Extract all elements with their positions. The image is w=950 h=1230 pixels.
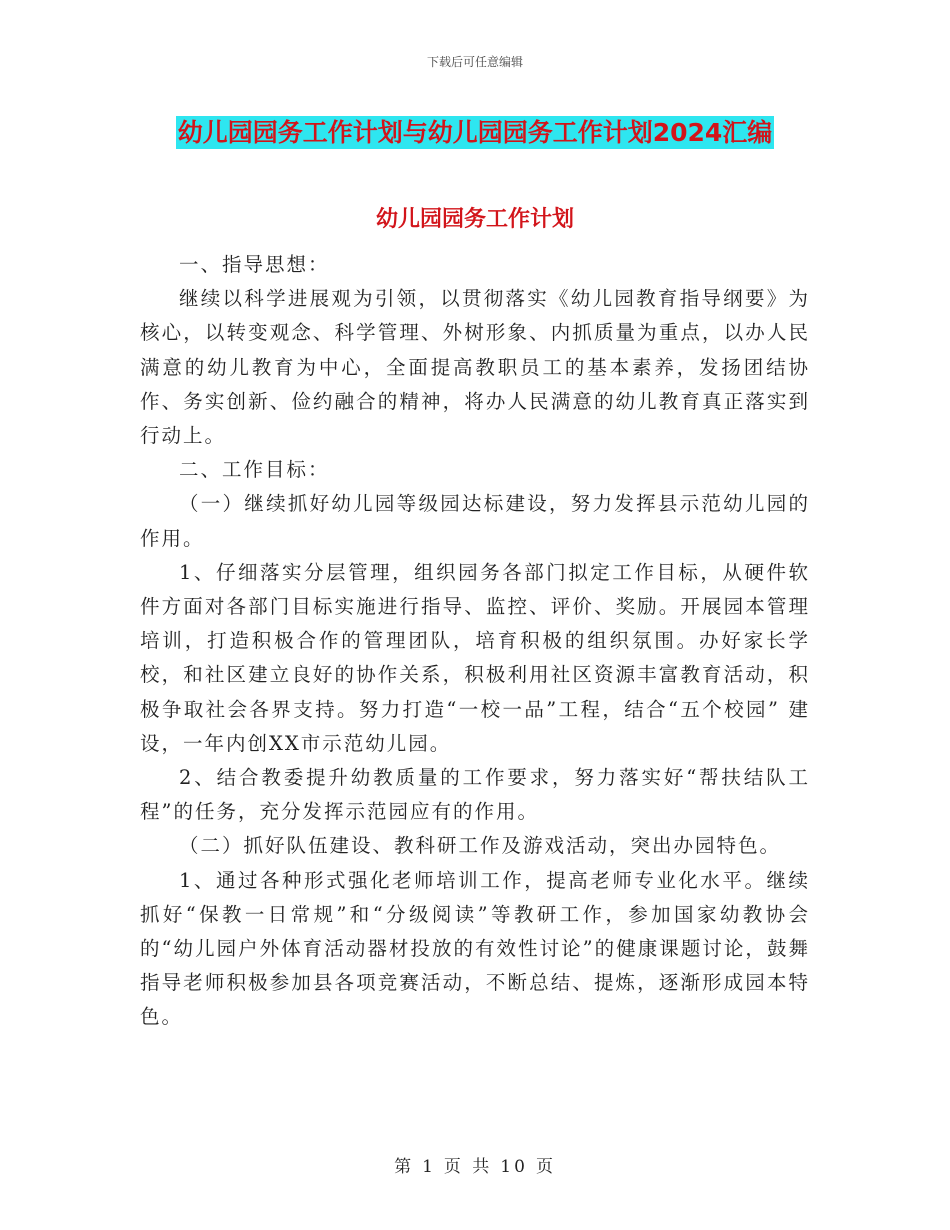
page-label-suffix: 页	[535, 1157, 556, 1177]
paragraph: 1、仔细落实分层管理，组织园务各部门拟定工作目标，从硬件软件方面对各部门目标实施进行指导、监控、评价、奖励。开展园本管理培训，打造积极合作的管理团队，培育积极的组织氛围。办好家长学校，和社区建立良好的协作关系，积极利用社区资源丰富教育活动，积极争取社会各界支持。努力打造“一校一品”工程，结合“五个校园” 建设，一年内创XX市示范幼儿园。	[140, 560, 810, 755]
page-label-prefix: 第	[394, 1157, 415, 1177]
page-number: 1	[422, 1157, 436, 1177]
paragraph: 继续以科学进展观为引领，以贯彻落实《幼儿园教育指导纲要》为核心，以转变观念、科学管理、外树形象、内抓质量为重点，以办人民满意的幼儿教育为中心，全面提高教职员工的基本素养，发扬团结协作、务实创新、俭约融合的精神，将办人民满意的幼儿教育真正落实到行动上。	[140, 287, 810, 448]
paragraph-heading-2: 二、工作目标：	[179, 458, 330, 482]
paragraph: 2、结合教委提升幼教质量的工作要求，努力落实好“帮扶结队工程”的任务，充分发挥示范园应有的作用。	[140, 766, 810, 824]
page-footer	[0, 1152, 950, 1177]
paragraph: （一）继续抓好幼儿园等级园达标建设，努力发挥县示范幼儿园的作用。	[140, 492, 810, 550]
paragraph: 1、通过各种形式强化老师培训工作，提高老师专业化水平。继续抓好“保教一日常规”和“分级阅读”等教研工作，参加国家幼教协会的“幼儿园户外体育活动器材投放的有效性讨论”的健康课题讨论，鼓舞指导老师积极参加县各项竞赛活动，不断总结、提炼，逐渐形成园本特色。	[140, 868, 810, 1029]
document-body	[140, 248, 810, 1035]
document-title	[0, 113, 950, 149]
header-note: 下载后可任意编辑	[426, 55, 523, 69]
document-title-text: 幼儿园园务工作计划与幼儿园园务工作计划2024汇编	[177, 118, 773, 147]
paragraph-heading-1: 一、指导思想：	[179, 253, 330, 276]
section-title: 幼儿园园务工作计划	[375, 207, 574, 232]
paragraph: （二）抓好队伍建设、教科研工作及游戏活动，突出办园特色。	[179, 834, 782, 858]
total-pages: 10	[500, 1157, 528, 1177]
page-label-mid: 页 共	[443, 1157, 493, 1177]
